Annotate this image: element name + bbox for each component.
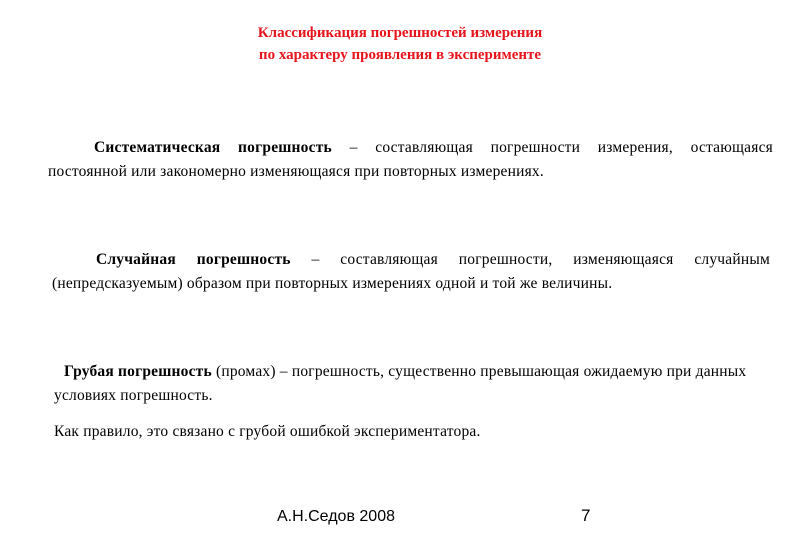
slide-title [0, 22, 800, 66]
random-error-paragraph [52, 248, 770, 296]
gross-error-paragraph [54, 360, 754, 408]
random-error-definition: – составляющая погрешности, изменяющаяся случайным (непредсказуемым) образом при повторных измерениях одной и той же величины. [52, 251, 770, 292]
gross-error-term: Грубая погрешность [64, 363, 212, 380]
page-number: 7 [581, 506, 591, 525]
systematic-error-term: Систематическая погрешность [94, 139, 332, 156]
footer-author: А.Н.Седов 2008 [277, 508, 395, 525]
slide-title-line-1: Классификация погрешностей измерения [257, 25, 543, 41]
random-error-term: Случайная погрешность [96, 251, 291, 268]
gross-error-definition: (промах) – погрешность, существенно превышающая ожидаемую при данных условиях погрешность. [54, 363, 747, 404]
systematic-error-paragraph [48, 136, 773, 184]
slide-title-line-2: по характеру проявления в эксперименте [258, 47, 542, 63]
gross-error-note: Как правило, это связано с грубой ошибкой экспериментатора. [54, 423, 481, 440]
systematic-error-definition: – составляющая погрешности измерения, остающаяся постоянной или закономерно изменяющаяся при повторных измерениях. [48, 139, 773, 180]
